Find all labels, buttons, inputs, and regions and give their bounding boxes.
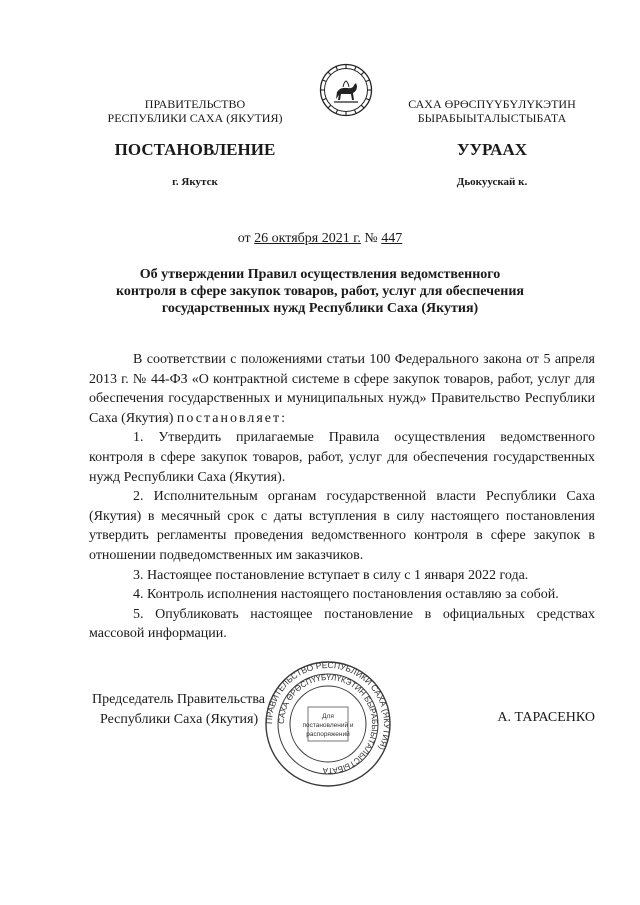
city-name-yakut: Дьокуускай к. — [456, 176, 528, 188]
header-right — [392, 97, 592, 125]
clause-5: 5. Опубликовать настоящее постановление в официальных средствах массовой информации. — [89, 606, 595, 642]
clause-2: 2. Исполнительным органам государственной власти Республики Саха (Якутия) в месячный срок с даты вступления в силу настоящего постановления утвердить регламенты проведения ведомственного контроля в сфере закупок в отношении подведомственных им заказчиков. — [89, 489, 595, 563]
emblem-icon — [319, 63, 373, 117]
seal-center-line2: постановлений и — [302, 722, 354, 729]
preamble-paragraph — [89, 350, 595, 428]
subject-line: Об утверждении Правил осуществления ведомственного — [139, 267, 501, 282]
seal-ring-text: САХА ӨРӨСПҮҮБҮЛҮКЭТИН БЫРАБЫЫТАЛЫСТЫБАТА — [276, 672, 380, 776]
resolution-word: постановляет: — [176, 410, 288, 426]
document-type-title: ПОСТАНОВЛЕНИЕ — [114, 140, 276, 159]
subject-line: контроля в сфере закупок товаров, работ, услуг для обеспечения — [116, 284, 524, 299]
signatory-title — [92, 690, 282, 730]
date-number-line — [0, 231, 640, 247]
date-prefix: от — [237, 231, 255, 246]
signatory-title-line2: Республики Саха (Якутия) — [100, 712, 259, 727]
document-date: 26 октября 2021 г. — [254, 231, 361, 246]
government-name-line2: РЕСПУБЛИКИ САХА (ЯКУТИЯ) — [107, 111, 283, 125]
clause-4: 4. Контроль исполнения настоящего постановления оставляю за собой. — [133, 587, 559, 603]
clause-1: 1. Утвердить прилагаемые Правила осуществления ведомственного контроля в сфере закупок товаров, работ, услуг для обеспечения государственных нужд Республики Саха (Якутия). — [89, 430, 595, 485]
document-subject — [100, 266, 540, 317]
government-name-yakut-line1: САХА ӨРӨСПҮҮБҮЛҮКЭТИН — [408, 97, 576, 111]
seal-center-line3: распоряжений — [306, 731, 350, 738]
seal-center-line1: Для — [322, 713, 334, 720]
seal-outer-text: ПРАВИТЕЛЬСТВО РЕСПУБЛИКИ САХА (ЯКУТИЯ) — [264, 660, 392, 752]
document-body — [89, 350, 595, 644]
clause-3: 3. Настоящее постановление вступает в силу с 1 января 2022 года. — [133, 567, 529, 583]
signatory-title-line1: Председатель Правительства — [92, 692, 265, 707]
subject-line: государственных нужд Республики Саха (Якутия) — [161, 301, 479, 316]
preamble-text: В соответствии с положениями статьи 100 Федерального закона от 5 апреля 2013 г. № 44-ФЗ «О контрактной системе в сфере закупок товаров, работ, услуг для обеспечения государственных и муниципальных нужд» Правительство Республики Саха (Якутия) — [89, 352, 595, 426]
document-type-title-yakut: УУРААХ — [457, 140, 527, 159]
header-left — [92, 97, 298, 125]
number-sign: № — [360, 231, 382, 246]
document-number: 447 — [381, 231, 403, 246]
city-name: г. Якутск — [172, 176, 218, 188]
government-name-yakut-line2: БЫРАБЫЫТАЛЫСТЫБАТА — [417, 111, 567, 125]
official-seal-stamp — [264, 660, 392, 788]
signatory-name: А. ТАРАСЕНКО — [497, 710, 595, 725]
government-name-line1: ПРАВИТЕЛЬСТВО — [144, 97, 246, 111]
